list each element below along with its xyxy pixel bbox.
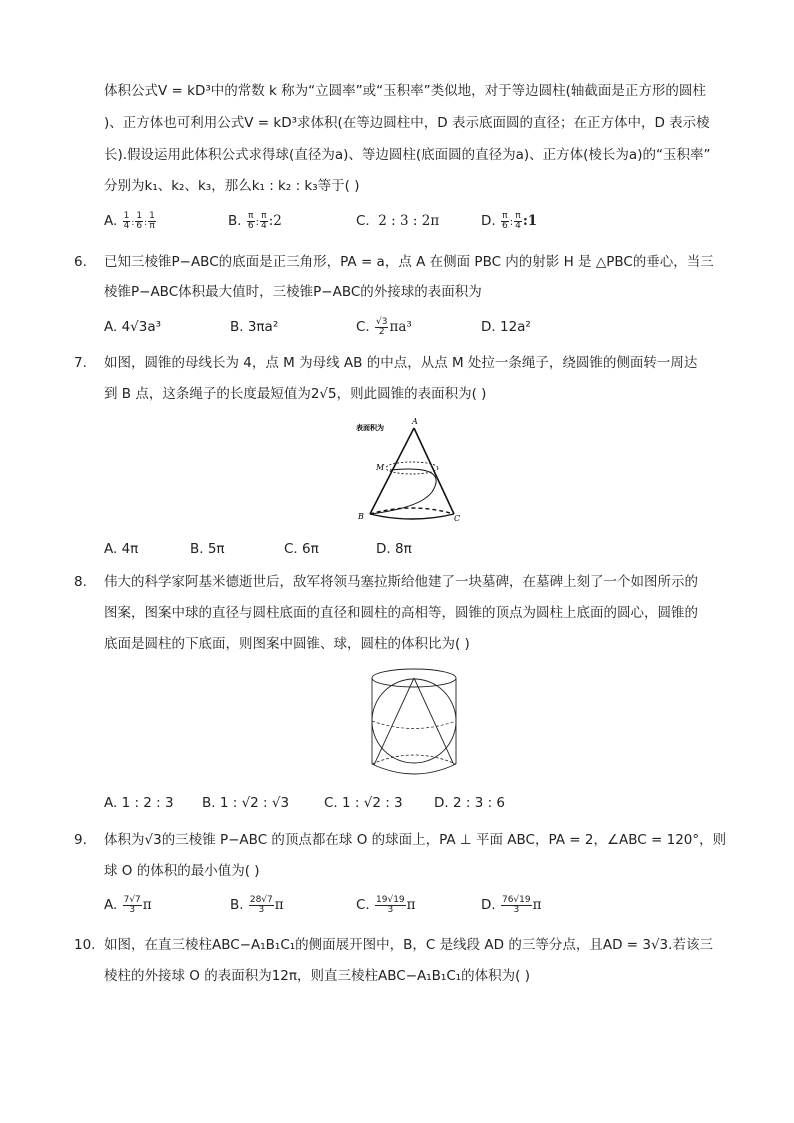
q7-line-2: 到 B 点，这条绳子的长度最短值为2√5，则此圆锥的表面积为( ): [104, 386, 487, 402]
point-a-label: A: [412, 417, 418, 426]
q9-option-b[interactable]: B. $\frac{28√7}{3}$ π: [230, 894, 284, 915]
q8-number: 8.: [74, 574, 87, 590]
q5-line-2: )、正方体也可利用公式V = kD³求体积(在等边圆柱中，D 表示底面圆的直径；在正方体中，D 表示棱: [104, 115, 710, 131]
q8-option-b[interactable]: B. 1 : √2 : √3: [202, 795, 290, 811]
q5-line-3: 长).假设运用此体积公式求得球(直径为a)、等边圆柱(底面圆的直径为a)、正方体(棱长为a)的“玉积率”: [104, 147, 711, 163]
q9-option-d[interactable]: D. $\frac{76√19}{3}$ π: [481, 894, 542, 915]
q6-option-a[interactable]: A. 4√3a³: [104, 319, 162, 335]
rope-path: [370, 469, 436, 514]
q6-number: 6.: [74, 254, 87, 270]
q9-line-1: 体积为√3的三棱锥 P−ABC 的顶点都在球 O 的球面上，PA ⊥ 平面 ABC，PA = 2，∠ABC = 120°，则: [104, 832, 727, 848]
q9-option-c[interactable]: C. $\frac{19√19}{3}$ π: [356, 894, 416, 915]
q5-line-1: 体积公式V = kD³中的常数 k 称为“立圆率”或“玉积率”类似地，对于等边圆柱(轴截面是正方形的圆柱: [104, 83, 706, 99]
q9-options: [104, 894, 744, 922]
q7-option-c[interactable]: C. 6π: [284, 541, 319, 557]
q7-option-d[interactable]: D. 8π: [376, 541, 412, 557]
q7-number: 7.: [74, 355, 87, 371]
q10-number: 10.: [74, 937, 96, 953]
q5-option-d[interactable]: D. $\frac{\pi}{6}$ : $\frac{\pi}{4}$ :1: [481, 210, 538, 231]
q5-option-b[interactable]: B. $\frac{\pi}{6}$ : $\frac{\pi}{4}$ :2: [228, 210, 282, 231]
q8-line-3: 底面是圆柱的下底面，则图案中圆锥、球，圆柱的体积比为( ): [104, 636, 470, 652]
q6-option-d[interactable]: D. 12a²: [481, 319, 531, 335]
q7-option-b[interactable]: B. 5π: [190, 541, 225, 557]
q10-line-2: 棱柱的外接球 O 的表面积为12π，则直三棱柱ABC−A₁B₁C₁的体积为( ): [104, 968, 530, 984]
q5-option-a[interactable]: A. $\frac{1}{4}$ : $\frac{1}{6}$ : $\frac{1}{\pi}$: [104, 210, 155, 231]
cone-right: [414, 678, 454, 765]
q8-options: [104, 792, 744, 818]
q8-line-2: 图案，图案中球的直径与圆柱底面的直径和圆柱的高相等，圆锥的顶点为圆柱上底面的圆心，圆锥的: [104, 605, 698, 621]
cylinder-bottom-front: [372, 764, 456, 774]
q10-line-1: 如图，在直三棱柱ABC−A₁B₁C₁的侧面展开图中，B，C 是线段 AD 的三等分点，且AD = 3√3.若该三: [104, 937, 713, 953]
q7-options: [104, 538, 744, 564]
q5-option-c[interactable]: C. 2 : 3 : 2π: [356, 213, 440, 229]
q9-option-a[interactable]: A. $\frac{7√7}{3}$ π: [104, 894, 152, 915]
base-front: [370, 514, 454, 519]
q7-line-1: 如图，圆锥的母线长为 4，点 M 为母线 AB 的中点，从点 M 处拉一条绳子，绕圆锥的侧面转一周达: [104, 355, 698, 371]
q5-line-4: 分别为k₁、k₂、k₃，那么k₁ : k₂ : k₃等于( ): [104, 178, 360, 194]
q5-options: [104, 210, 744, 236]
sphere-equator: [372, 721, 456, 729]
point-c-label: C: [454, 514, 461, 523]
q6-options: [104, 316, 744, 342]
q6-line-1: 已知三棱锥P−ABC的底面是正三角形，PA = a，点 A 在侧面 PBC 内的射影 H 是 △PBC的垂心，当三: [104, 254, 714, 270]
q8-line-1: 伟大的科学家阿基米德逝世后，敌军将领马塞拉斯给他建了一块墓碑，在墓碑上刻了一个如图所示的: [104, 574, 698, 590]
point-m-label: M: [376, 463, 385, 472]
q8-option-c[interactable]: C. 1 : √2 : 3: [324, 795, 403, 811]
q9-number: 9.: [74, 832, 87, 848]
point-b-label: B: [358, 512, 364, 521]
q8-option-d[interactable]: D. 2 : 3 : 6: [434, 795, 506, 811]
cone-figure: [350, 412, 470, 532]
q8-option-a[interactable]: A. 1 : 2 : 3: [104, 795, 174, 811]
cylinder-sphere-cone-figure: [364, 662, 464, 782]
q7-option-a[interactable]: A. 4π: [104, 541, 139, 557]
q9-line-2: 球 O 的体积的最小值为( ): [104, 863, 260, 879]
q6-line-2: 棱锥P−ABC体积最大值时，三棱锥P−ABC的外接球的表面积为: [104, 284, 482, 300]
inscribed-sphere: [372, 679, 456, 763]
cone-left: [374, 678, 414, 765]
q6-option-b[interactable]: B. 3πa²: [230, 319, 279, 335]
base-back: [370, 508, 454, 514]
q6-option-c[interactable]: C. $\frac{√3}{2}$ πa³: [356, 316, 412, 337]
figure-label: 表面积为: [356, 424, 384, 432]
